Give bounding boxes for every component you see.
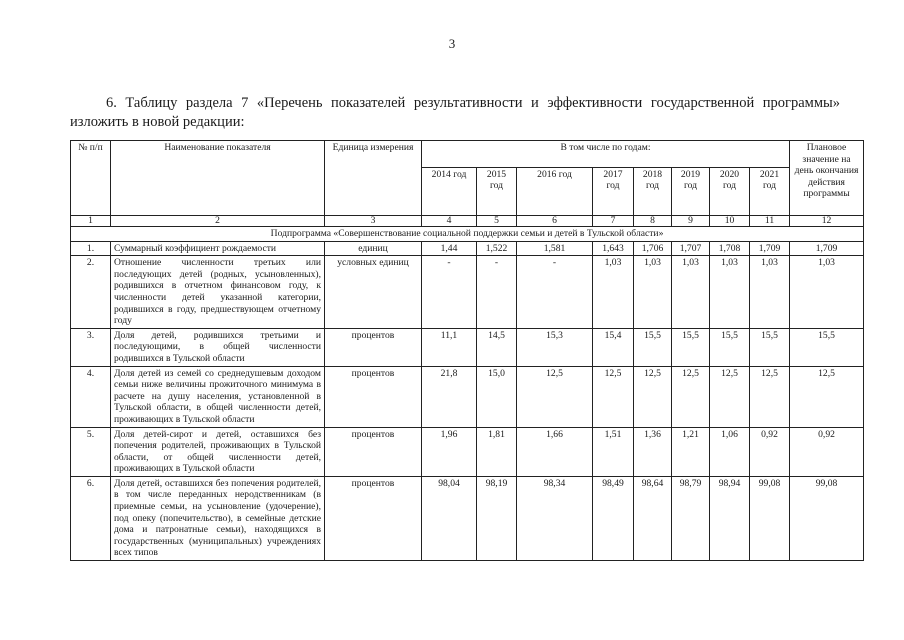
- year-value: -: [517, 256, 593, 329]
- header-year: 2016 год: [517, 167, 593, 215]
- year-value: 98,04: [422, 476, 477, 560]
- year-value: 98,94: [710, 476, 750, 560]
- year-value: 12,5: [672, 366, 710, 427]
- unit-cell: процентов: [325, 366, 422, 427]
- indicator-name: Доля детей, родившихся третьими и последующими, в общей численности родившихся в Тульской области: [111, 328, 325, 366]
- row-number: 1.: [71, 241, 111, 256]
- row-number: 5.: [71, 427, 111, 476]
- column-number: 9: [672, 216, 710, 227]
- column-number: 5: [477, 216, 517, 227]
- row-number: 6.: [71, 476, 111, 560]
- year-value: 1,03: [750, 256, 790, 329]
- year-value: 1,522: [477, 241, 517, 256]
- planned-value: 0,92: [790, 427, 864, 476]
- unit-cell: условных единиц: [325, 256, 422, 329]
- column-number: 11: [750, 216, 790, 227]
- column-number: 1: [71, 216, 111, 227]
- unit-cell: единиц: [325, 241, 422, 256]
- year-value: 1,03: [634, 256, 672, 329]
- indicator-name: Доля детей-сирот и детей, оставшихся без попечения родителей, проживающих в Тульской области, от общей численности детей, проживающих в Тульской области: [111, 427, 325, 476]
- year-value: 12,5: [750, 366, 790, 427]
- year-value: 12,5: [634, 366, 672, 427]
- indicator-rows: [71, 241, 864, 560]
- header-year: 2019 год: [672, 167, 710, 215]
- header-no: № п/п: [71, 141, 111, 216]
- year-value: 98,19: [477, 476, 517, 560]
- year-value: 1,709: [750, 241, 790, 256]
- indicator-name: Доля детей, оставшихся без попечения родителей, в том числе переданных неродственникам (в приемные семьи, на усыновление (удочерение), под опеку (попечительство), в семейные детские дома и патронатные семьи), находящихся в государственных (муниципальных) учреждениях всех типов: [111, 476, 325, 560]
- year-value: 98,34: [517, 476, 593, 560]
- planned-value: 1,709: [790, 241, 864, 256]
- year-value: 15,5: [634, 328, 672, 366]
- year-value: 1,21: [672, 427, 710, 476]
- header-year: 2014 год: [422, 167, 477, 215]
- planned-value: 99,08: [790, 476, 864, 560]
- header-planned: Плановое значение на день окончания действия программы: [790, 141, 864, 216]
- table-row: [71, 366, 864, 427]
- page-number: 3: [448, 36, 456, 51]
- indicator-name: Суммарный коэффициент рождаемости: [111, 241, 325, 256]
- year-value: 1,06: [710, 427, 750, 476]
- column-numbers-row: [71, 216, 864, 227]
- header-year: 2018 год: [634, 167, 672, 215]
- indicators-table: [70, 140, 864, 561]
- year-value: 15,5: [750, 328, 790, 366]
- header-year: 2015 год: [477, 167, 517, 215]
- column-number: 2: [111, 216, 325, 227]
- year-value: 98,64: [634, 476, 672, 560]
- planned-value: 1,03: [790, 256, 864, 329]
- table-row: [71, 256, 864, 329]
- year-value: 15,0: [477, 366, 517, 427]
- row-number: 2.: [71, 256, 111, 329]
- column-number: 12: [790, 216, 864, 227]
- year-value: -: [422, 256, 477, 329]
- year-value: 14,5: [477, 328, 517, 366]
- column-number: 4: [422, 216, 477, 227]
- table-row: [71, 427, 864, 476]
- unit-cell: процентов: [325, 476, 422, 560]
- year-value: 15,4: [593, 328, 634, 366]
- intro-paragraph: 6. Таблицу раздела 7 «Перечень показателей результативности и эффективности государственной программы» изложить в новой редакции:: [70, 95, 840, 130]
- indicator-name: Отношение численности третьих или последующих детей (родных, усыновленных), родившихся в отчетном финансовом году, к численности детей указанной категории, родившихся в году, предшествующем отчетному году: [111, 256, 325, 329]
- column-number: 3: [325, 216, 422, 227]
- row-number: 3.: [71, 328, 111, 366]
- column-number: 8: [634, 216, 672, 227]
- column-number: 10: [710, 216, 750, 227]
- year-value: 1,707: [672, 241, 710, 256]
- indicator-name: Доля детей из семей со среднедушевым доходом семьи ниже величины прожиточного минимума в расчете на душу населения, установленной в Тульской области, в общей численности детей, проживающих в Тульской области: [111, 366, 325, 427]
- year-value: 98,79: [672, 476, 710, 560]
- year-value: 1,66: [517, 427, 593, 476]
- year-value: 1,36: [634, 427, 672, 476]
- year-value: 1,708: [710, 241, 750, 256]
- year-value: 12,5: [517, 366, 593, 427]
- header-unit: Единица измерения: [325, 141, 422, 216]
- year-value: 98,49: [593, 476, 634, 560]
- unit-cell: процентов: [325, 328, 422, 366]
- table-row: [71, 476, 864, 560]
- column-number: 7: [593, 216, 634, 227]
- year-value: 1,706: [634, 241, 672, 256]
- year-value: 15,5: [710, 328, 750, 366]
- year-value: 0,92: [750, 427, 790, 476]
- column-number: 6: [517, 216, 593, 227]
- year-value: 1,03: [672, 256, 710, 329]
- year-value: 1,03: [710, 256, 750, 329]
- header-year: 2021 год: [750, 167, 790, 215]
- year-value: 99,08: [750, 476, 790, 560]
- year-value: 15,3: [517, 328, 593, 366]
- subprogram-row: [71, 227, 864, 242]
- subprogram-title: Подпрограмма «Совершенствование социальной поддержки семьи и детей в Тульской области»: [71, 227, 864, 242]
- unit-cell: процентов: [325, 427, 422, 476]
- table-row: [71, 328, 864, 366]
- year-value: 12,5: [593, 366, 634, 427]
- header-name: Наименование показателя: [111, 141, 325, 216]
- year-value: 12,5: [710, 366, 750, 427]
- year-value: 1,581: [517, 241, 593, 256]
- year-value: 21,8: [422, 366, 477, 427]
- table-row: [71, 241, 864, 256]
- header-year: 2017 год: [593, 167, 634, 215]
- header-years-group: В том числе по годам:: [422, 141, 790, 168]
- year-value: 1,03: [593, 256, 634, 329]
- year-value: 1,81: [477, 427, 517, 476]
- row-number: 4.: [71, 366, 111, 427]
- year-value: 11,1: [422, 328, 477, 366]
- year-value: 1,44: [422, 241, 477, 256]
- year-value: 1,643: [593, 241, 634, 256]
- planned-value: 15,5: [790, 328, 864, 366]
- year-value: 1,51: [593, 427, 634, 476]
- header-row-top: [71, 141, 864, 168]
- year-value: 1,96: [422, 427, 477, 476]
- header-year: 2020 год: [710, 167, 750, 215]
- planned-value: 12,5: [790, 366, 864, 427]
- year-value: -: [477, 256, 517, 329]
- year-value: 15,5: [672, 328, 710, 366]
